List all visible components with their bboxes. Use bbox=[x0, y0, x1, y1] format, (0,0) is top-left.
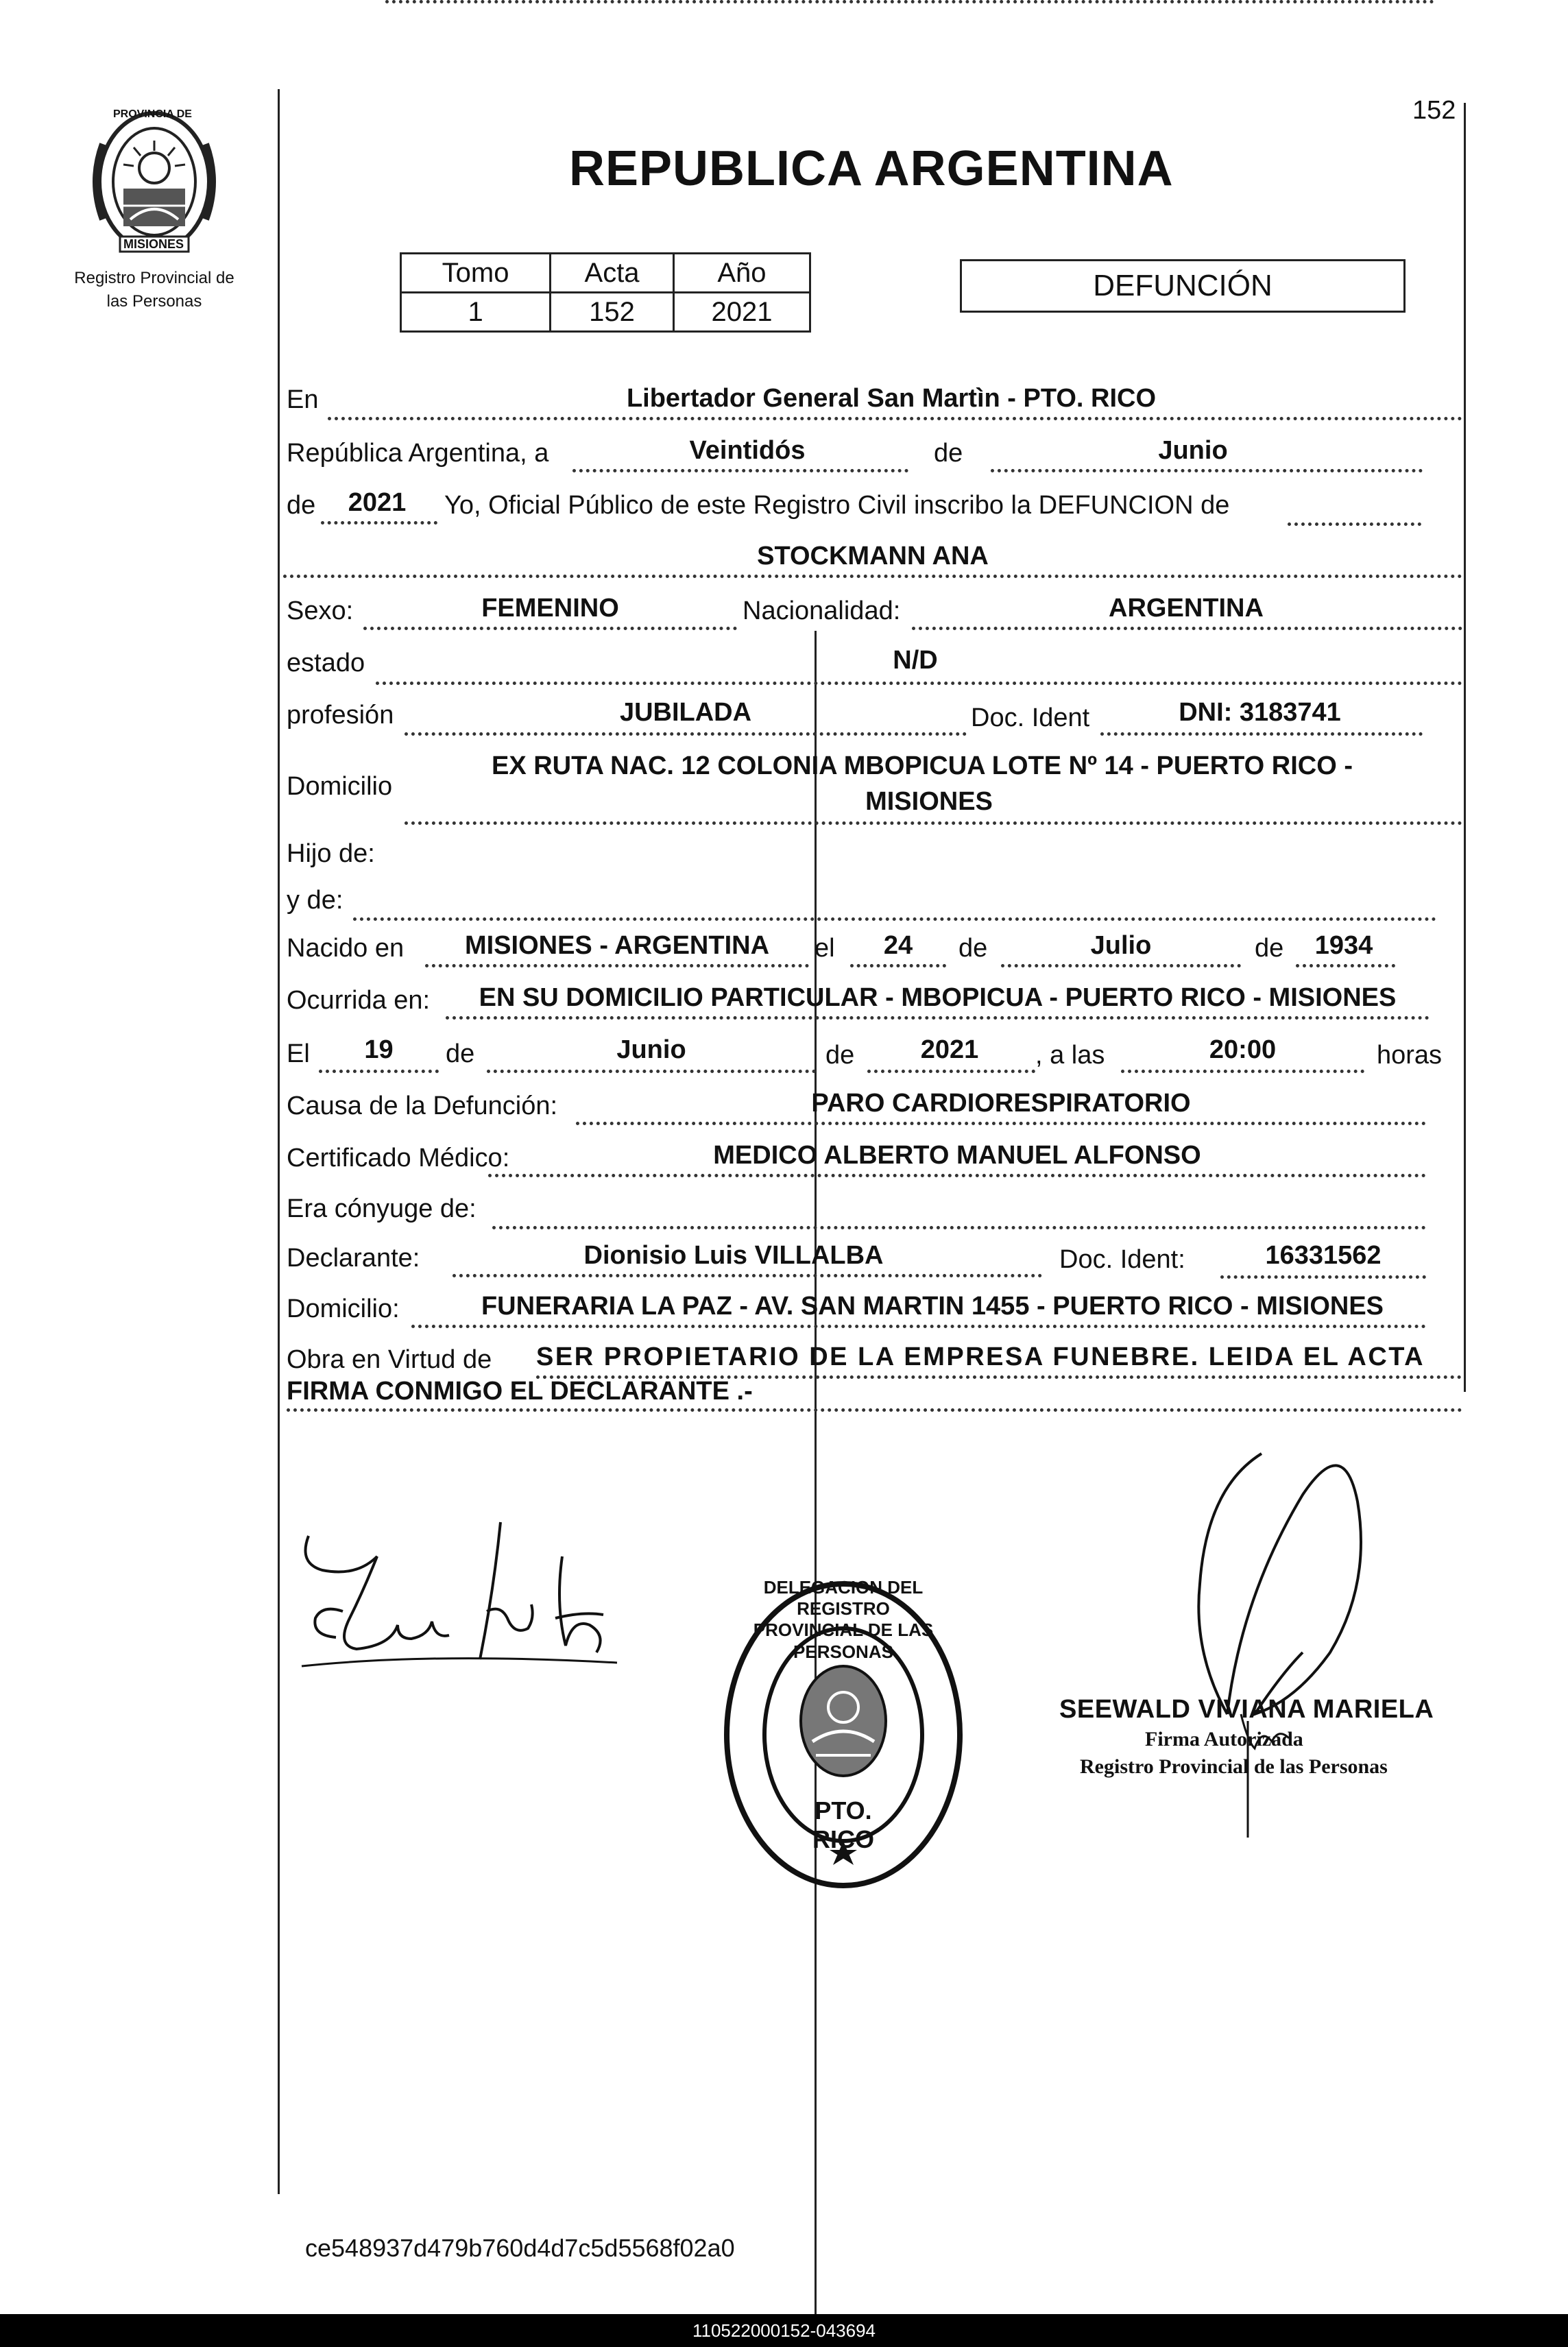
nacionalidad-label: Nacionalidad: bbox=[743, 597, 901, 625]
birth-month-de: de bbox=[958, 934, 988, 963]
decl-domicilio-label: Domicilio: bbox=[287, 1295, 400, 1323]
year-dotline bbox=[321, 521, 437, 525]
estado-value: N/D bbox=[893, 646, 938, 675]
obra-dotline-2 bbox=[287, 1408, 1462, 1412]
sexo-value: FEMENINO bbox=[481, 594, 619, 623]
sexo-dotline bbox=[363, 627, 737, 630]
death-day-dotline bbox=[319, 1070, 439, 1073]
declarant-signature bbox=[295, 1508, 651, 1714]
seal-top-text: PROVINCIA DE bbox=[113, 108, 192, 120]
death-time: 20:00 bbox=[1209, 1035, 1277, 1064]
left-margin-line bbox=[278, 89, 280, 2194]
official-signature bbox=[1124, 1426, 1419, 1872]
footer-bar bbox=[0, 2314, 1568, 2347]
birth-month: Julio bbox=[1090, 931, 1152, 960]
place-value: Libertador General San Martìn - PTO. RICO bbox=[626, 384, 1157, 413]
registry-line-1: Registro Provincial de bbox=[74, 269, 234, 287]
decl-doc-dotline bbox=[1220, 1275, 1426, 1279]
obra-label: Obra en Virtud de bbox=[287, 1345, 492, 1374]
certificado-label: Certificado Médico: bbox=[287, 1144, 510, 1172]
act-table bbox=[400, 252, 811, 333]
causa-value: PARO CARDIORESPIRATORIO bbox=[811, 1089, 1191, 1118]
official-office: Registro Provincial de las Personas bbox=[1080, 1755, 1388, 1778]
registry-line-2: las Personas bbox=[106, 292, 202, 311]
stamp-outer-text: DELEGACION DEL REGISTRO PROVINCIAL DE LAS PERSONAS bbox=[753, 1577, 934, 1662]
birth-el-label: el bbox=[815, 934, 835, 963]
official-name: SEEWALD VIVIANA MARIELA bbox=[1059, 1695, 1434, 1724]
death-year: 2021 bbox=[920, 1035, 979, 1064]
year-value: 2021 bbox=[348, 488, 407, 517]
ocurrida-dotline bbox=[446, 1016, 1430, 1020]
seal-bottom-text: MISIONES bbox=[123, 237, 184, 251]
act-header-tomo: Tomo bbox=[401, 254, 551, 293]
causa-label: Causa de la Defunción: bbox=[287, 1092, 558, 1120]
yo-text: Yo, Oficial Público de este Registro Civil inscribo la DEFUNCION de bbox=[444, 491, 1230, 520]
act-header-ano: Año bbox=[673, 254, 810, 293]
doc-ident-value: DNI: 3183741 bbox=[1179, 698, 1341, 727]
death-day: 19 bbox=[364, 1035, 394, 1064]
domicilio-label: Domicilio bbox=[287, 772, 393, 801]
obra-value-1: SER PROPIETARIO DE LA EMPRESA FUNEBRE. LEIDA EL ACTA bbox=[536, 1343, 1425, 1371]
estado-dotline bbox=[376, 682, 1462, 685]
act-type-box bbox=[960, 259, 1406, 313]
birth-year: 1934 bbox=[1314, 931, 1373, 960]
act-header-acta: Acta bbox=[551, 254, 674, 293]
deceased-name: STOCKMANN ANA bbox=[757, 542, 989, 570]
profesion-value: JUBILADA bbox=[619, 698, 752, 727]
doc-ident-label: Doc. Ident bbox=[971, 703, 1090, 732]
yo-dotline bbox=[1288, 522, 1421, 526]
obra-value-2: FIRMA CONMIGO EL DECLARANTE .- bbox=[287, 1377, 753, 1406]
yde-label: y de: bbox=[287, 886, 343, 915]
decl-domicilio-value: FUNERARIA LA PAZ - AV. SAN MARTIN 1455 - PUERTO RICO - MISIONES bbox=[481, 1292, 1384, 1321]
nacido-label: Nacido en bbox=[287, 934, 405, 963]
republica-label: República Argentina, a bbox=[287, 439, 549, 468]
causa-dotline bbox=[576, 1122, 1426, 1125]
birth-year-de: de bbox=[1255, 934, 1284, 963]
footer-code: 110522000152-043694 bbox=[692, 2320, 876, 2341]
official-role: Firma Autorizada bbox=[1145, 1728, 1303, 1750]
death-month-dotline bbox=[487, 1070, 816, 1073]
en-label: En bbox=[287, 385, 319, 414]
month-de-label: de bbox=[934, 439, 963, 468]
alas-label: , a las bbox=[1035, 1041, 1105, 1070]
certificado-dotline bbox=[488, 1174, 1426, 1177]
decl-doc-value: 16331562 bbox=[1265, 1241, 1382, 1270]
estado-label: estado bbox=[287, 649, 365, 677]
conyuge-label: Era cónyuge de: bbox=[287, 1194, 477, 1223]
day-value: Veintidós bbox=[689, 436, 806, 465]
domicilio-line-2: MISIONES bbox=[865, 787, 993, 816]
decl-domicilio-dotline bbox=[411, 1325, 1426, 1328]
yde-dotline bbox=[353, 917, 1436, 921]
ocurrida-value: EN SU DOMICILIO PARTICULAR - MBOPICUA - PUERTO RICO - MISIONES bbox=[479, 983, 1397, 1012]
birth-year-dotline bbox=[1296, 964, 1395, 967]
day-dotline bbox=[572, 469, 908, 472]
death-month-de: de bbox=[446, 1039, 475, 1068]
right-border-line bbox=[1464, 103, 1466, 1392]
domicilio-line-1: EX RUTA NAC. 12 COLONIA MBOPICUA LOTE Nº 14 - PUERTO RICO - bbox=[491, 751, 1353, 780]
page-number: 152 bbox=[1412, 96, 1456, 125]
act-value-ano: 2021 bbox=[673, 293, 810, 332]
nacionalidad-dotline bbox=[912, 627, 1462, 630]
decl-doc-label: Doc. Ident: bbox=[1059, 1245, 1185, 1274]
nacido-dotline bbox=[425, 964, 809, 967]
nacionalidad-value: ARGENTINA bbox=[1109, 594, 1264, 623]
sexo-label: Sexo: bbox=[287, 597, 354, 625]
nacido-value: MISIONES - ARGENTINA bbox=[464, 931, 770, 960]
certificado-value: MEDICO ALBERTO MANUEL ALFONSO bbox=[713, 1141, 1201, 1170]
year-de-label: de bbox=[287, 491, 316, 520]
death-time-dotline bbox=[1121, 1070, 1364, 1073]
declarante-dotline bbox=[453, 1274, 1042, 1277]
act-value-tomo: 1 bbox=[401, 293, 551, 332]
horas-label: horas bbox=[1377, 1041, 1443, 1070]
domicilio-dotline bbox=[405, 821, 1462, 825]
birth-day: 24 bbox=[883, 931, 913, 960]
month-dotline bbox=[991, 469, 1423, 472]
death-year-dotline bbox=[867, 1070, 1035, 1073]
conyuge-dotline bbox=[492, 1226, 1426, 1229]
declarante-value: Dionisio Luis VILLALBA bbox=[583, 1241, 884, 1270]
place-dotline bbox=[328, 417, 1462, 420]
name-dotline bbox=[283, 575, 1462, 578]
declarante-label: Declarante: bbox=[287, 1244, 420, 1273]
birth-month-dotline bbox=[1001, 964, 1241, 967]
hijo-label: Hijo de: bbox=[287, 839, 375, 868]
hijo-dotline bbox=[385, 0, 1434, 3]
act-type: DEFUNCIÓN bbox=[1093, 269, 1273, 302]
ocurrida-label: Ocurrida en: bbox=[287, 986, 431, 1015]
stamp-inner-text: PTO. RICO bbox=[812, 1796, 874, 1853]
profesion-label: profesión bbox=[287, 701, 394, 730]
death-month: Junio bbox=[616, 1035, 686, 1064]
death-el-label: El bbox=[287, 1039, 310, 1068]
doc-ident-dotline bbox=[1100, 732, 1423, 736]
profesion-dotline bbox=[405, 732, 967, 736]
death-year-de: de bbox=[825, 1041, 855, 1070]
month-value: Junio bbox=[1158, 436, 1228, 465]
document-hash: ce548937d479b760d4d7c5d5568f02a0 bbox=[305, 2234, 735, 2262]
birth-day-dotline bbox=[850, 964, 946, 967]
page-title: REPUBLICA ARGENTINA bbox=[569, 141, 1174, 196]
fold-line bbox=[815, 631, 817, 2331]
act-value-acta: 152 bbox=[551, 293, 674, 332]
